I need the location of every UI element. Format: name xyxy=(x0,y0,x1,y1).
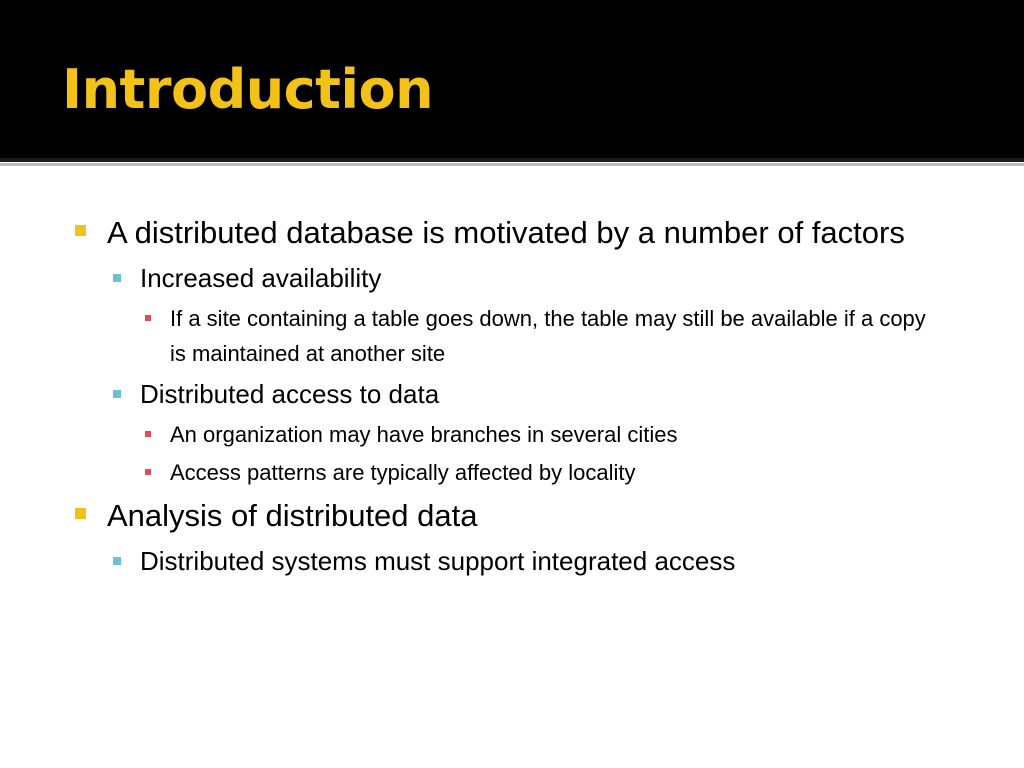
bullet-text: A distributed database is motivated by a number of factors xyxy=(107,215,905,250)
square-bullet-icon xyxy=(145,431,151,437)
bullet-item xyxy=(107,210,957,256)
sub-sub-bullet-text: An organization may have branches in several cities xyxy=(170,422,678,447)
square-bullet-icon xyxy=(113,557,121,565)
sub-sub-bullet-item xyxy=(170,301,930,371)
sub-sub-bullet-item xyxy=(170,455,930,490)
sub-bullet-item xyxy=(140,374,960,414)
square-bullet-icon xyxy=(75,508,86,519)
sub-bullet-item xyxy=(140,258,960,298)
sub-bullet-text: Distributed systems must support integrated access xyxy=(140,546,736,576)
title-bar xyxy=(0,0,1024,158)
bullet-text: Analysis of distributed data xyxy=(107,498,478,533)
sub-sub-bullet-text: If a site containing a table goes down, the table may still be available if a copy is maintained at another site xyxy=(170,306,926,366)
title-divider-shadow xyxy=(0,163,1024,166)
sub-sub-bullet-text: Access patterns are typically affected by locality xyxy=(170,460,636,485)
square-bullet-icon xyxy=(113,390,121,398)
square-bullet-icon xyxy=(145,469,151,475)
sub-bullet-text: Increased availability xyxy=(140,263,382,293)
sub-sub-bullet-item xyxy=(170,417,930,452)
square-bullet-icon xyxy=(113,274,121,282)
square-bullet-icon xyxy=(75,225,86,236)
bullet-list xyxy=(0,210,1024,584)
bullet-item xyxy=(107,493,957,539)
sub-bullet-item xyxy=(140,541,960,581)
title-divider xyxy=(0,158,1024,162)
sub-bullet-text: Distributed access to data xyxy=(140,379,440,409)
square-bullet-icon xyxy=(145,315,151,321)
slide-title: Introduction xyxy=(62,58,434,121)
